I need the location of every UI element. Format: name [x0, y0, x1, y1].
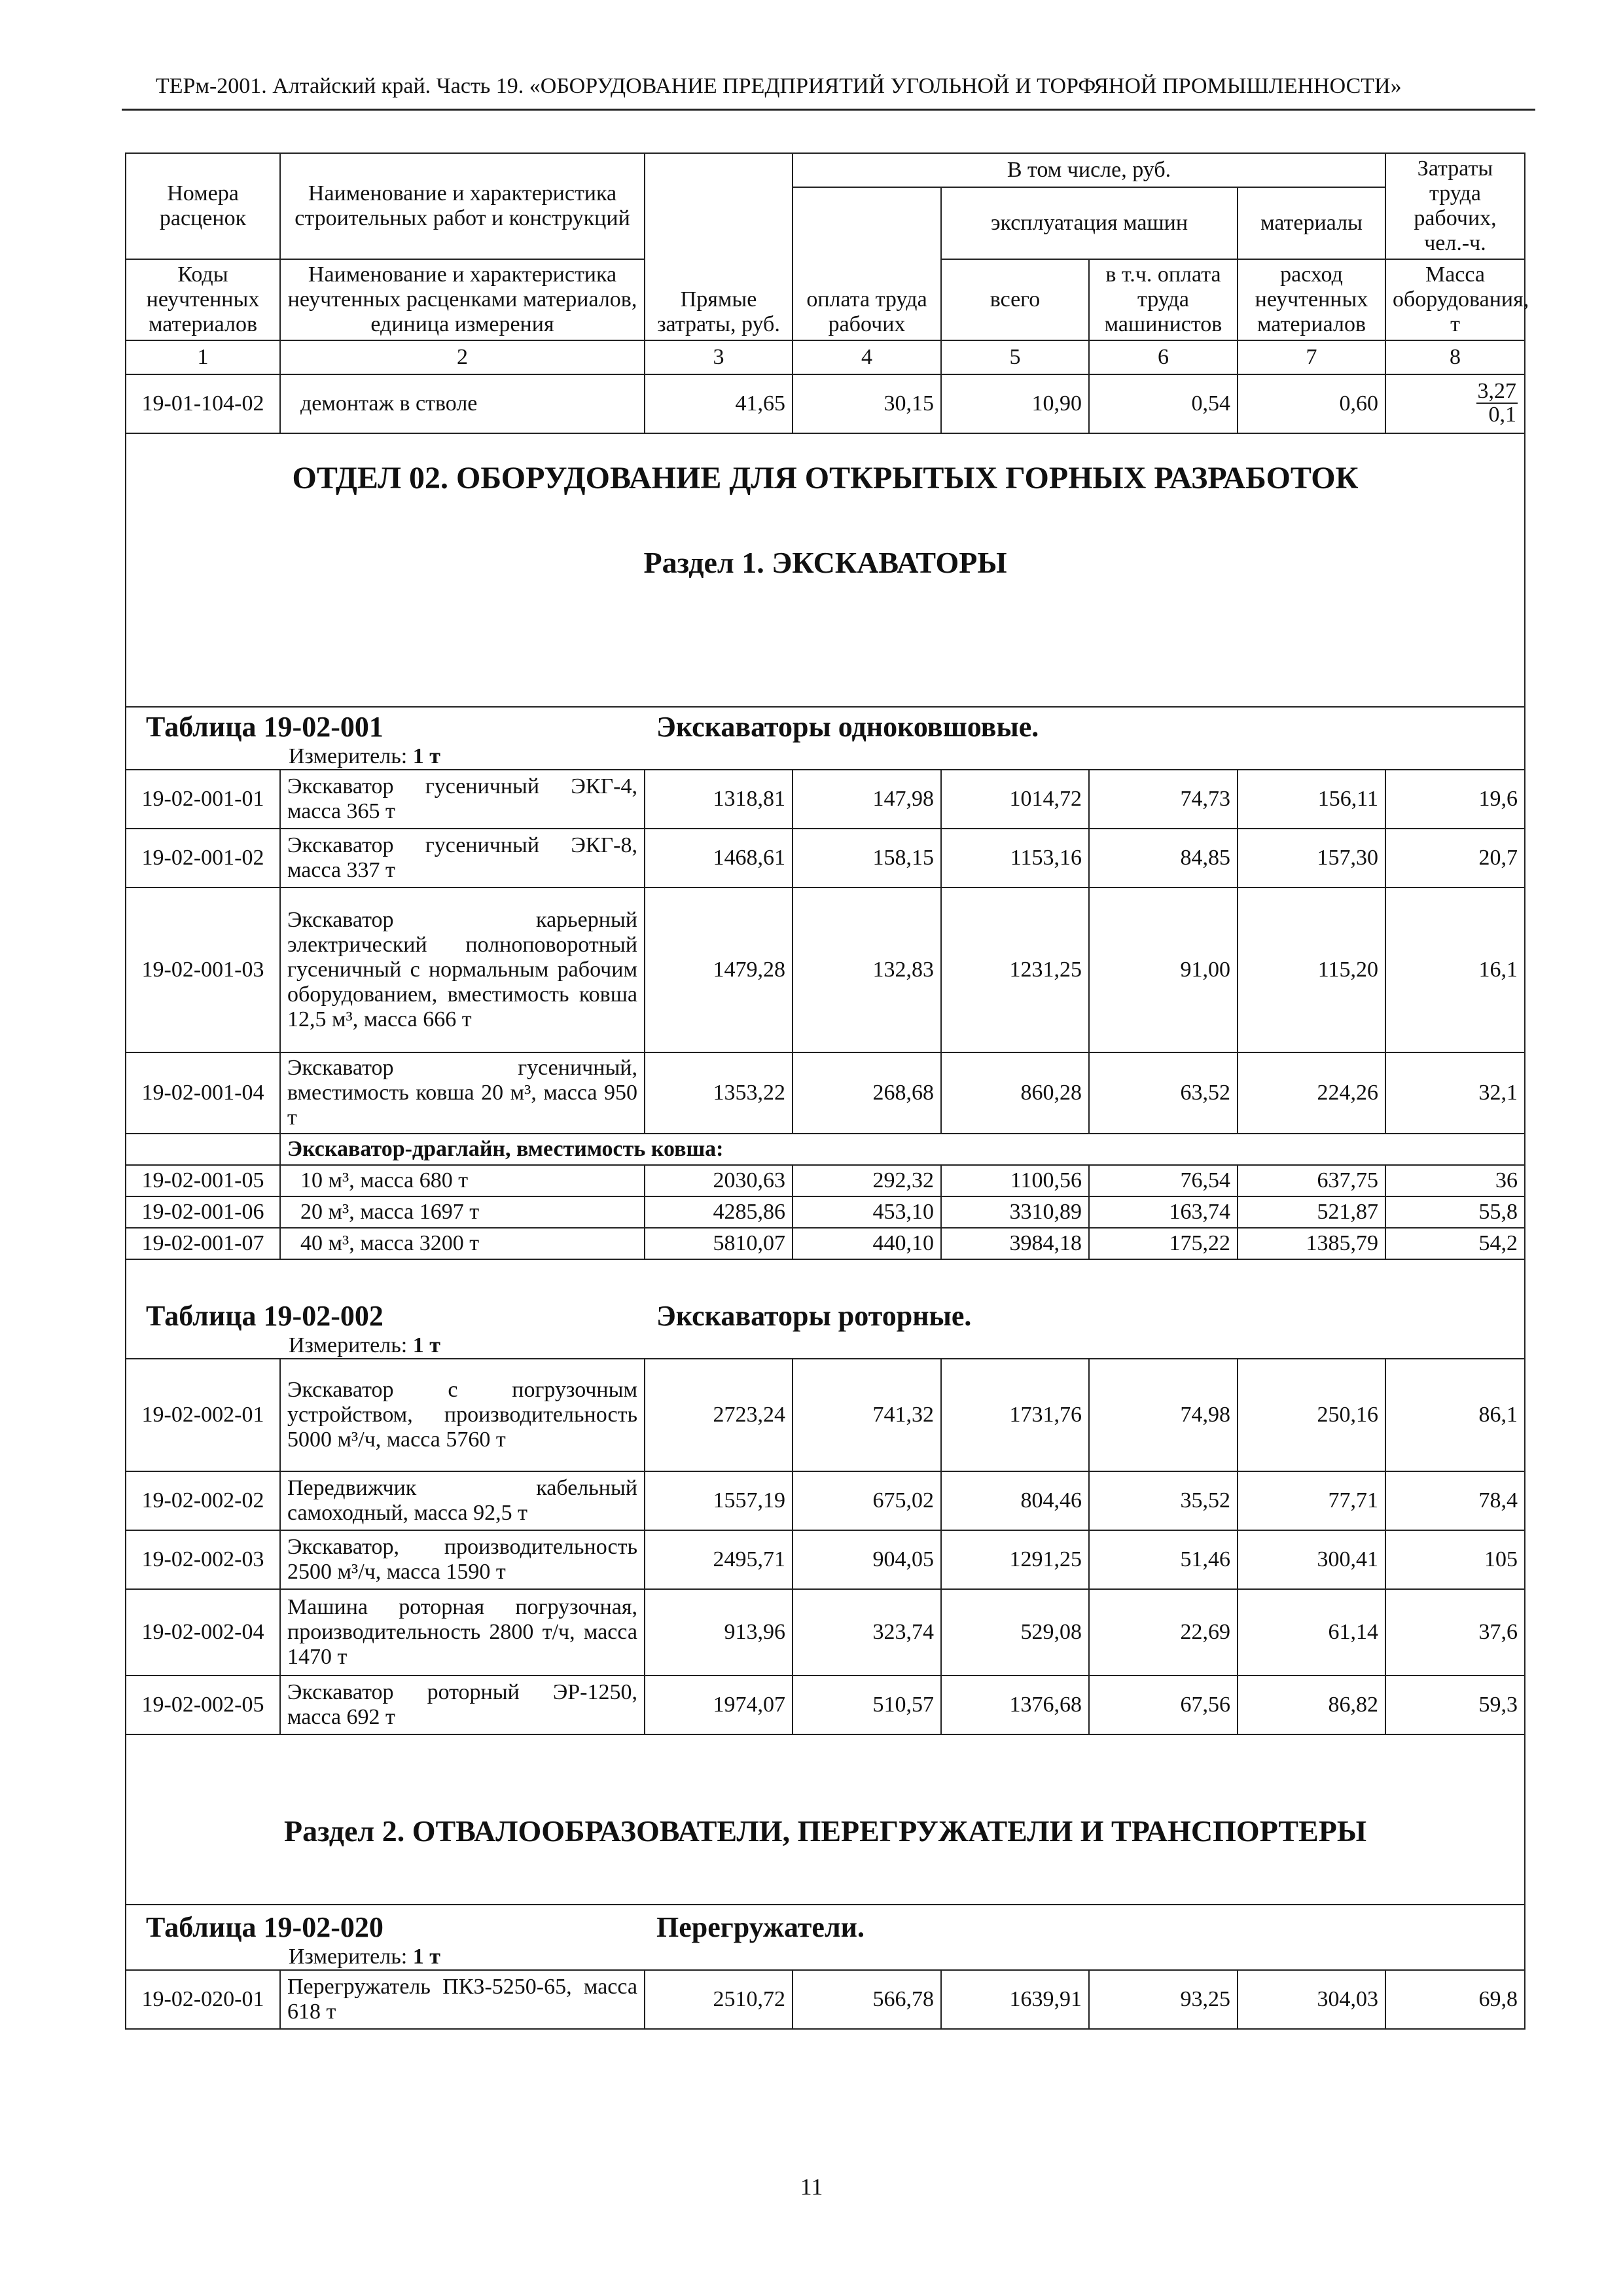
- row-labor: 323,74: [793, 1589, 941, 1676]
- col-codes-header: Коды неучтенных материалов: [126, 259, 280, 340]
- row-labor-costs: 54,2: [1385, 1228, 1525, 1259]
- col-labor-pay-header: оплата труда рабочих: [793, 187, 941, 340]
- row-machines: 1291,25: [941, 1530, 1089, 1589]
- row-materials: 157,30: [1238, 829, 1385, 888]
- table-label: Таблица 19-02-020: [146, 1911, 383, 1943]
- row-machines: 1376,68: [941, 1676, 1089, 1734]
- row-direct: 1468,61: [645, 829, 793, 888]
- measure-value: 1 т: [412, 1945, 440, 1969]
- row-machinists: 93,25: [1089, 1970, 1238, 2029]
- department-title: ОТДЕЛ 02. ОБОРУДОВАНИЕ ДЛЯ ОТКРЫТЫХ ГОРНЫХ РАЗРАБОТОК: [292, 461, 1359, 495]
- col-machine-op-header: эксплуатация машин: [941, 187, 1238, 259]
- row-labor: 440,10: [793, 1228, 941, 1259]
- row-materials: 115,20: [1238, 888, 1385, 1052]
- row-code: 19-02-002-04: [126, 1589, 280, 1676]
- row-direct: 1557,19: [645, 1471, 793, 1530]
- row-machines: 1014,72: [941, 770, 1089, 829]
- col-number: 5: [941, 340, 1089, 374]
- col-direct-header: Прямые затраты, руб.: [645, 153, 793, 340]
- row-machines: 1639,91: [941, 1970, 1089, 2029]
- row-name: Передвижчик кабельный самоходный, масса 92,5 т: [280, 1471, 645, 1530]
- row-name: 10 м³, масса 680 т: [280, 1165, 645, 1196]
- table-row: [126, 1471, 1525, 1530]
- row-machinists: 76,54: [1089, 1165, 1238, 1196]
- row-code: 19-02-001-03: [126, 888, 280, 1052]
- row-labor: 292,32: [793, 1165, 941, 1196]
- price-table: [125, 152, 1529, 2030]
- row-labor: 30,15: [793, 374, 941, 433]
- row-labor-costs: 36: [1385, 1165, 1525, 1196]
- table-row: [126, 888, 1525, 1052]
- row-materials: 0,60: [1238, 374, 1385, 433]
- row-labor-costs: 32,1: [1385, 1052, 1525, 1134]
- row-labor: 132,83: [793, 888, 941, 1052]
- table-row: [126, 1530, 1525, 1589]
- row-machinists: 35,52: [1089, 1471, 1238, 1530]
- row-machines: 3984,18: [941, 1228, 1089, 1259]
- table-row: [126, 1196, 1525, 1228]
- row-labor-costs: 86,1: [1385, 1359, 1525, 1471]
- row-direct: 4285,86: [645, 1196, 793, 1228]
- col-name-header: Наименование и характеристика строительных работ и конструкций: [280, 153, 645, 259]
- row-code: 19-02-002-01: [126, 1359, 280, 1471]
- row-machinists: 22,69: [1089, 1589, 1238, 1676]
- col-numbers-header: Номера расценок: [126, 153, 280, 259]
- row-code: 19-02-001-06: [126, 1196, 280, 1228]
- col-unaccounted-header: расход неучтенных материалов: [1238, 259, 1385, 340]
- col-mass-header: Масса оборудования, т: [1385, 259, 1525, 340]
- row-name: Перегружатель ПКЗ-5250-65, масса 618 т: [280, 1970, 645, 2029]
- row-machines: 1231,25: [941, 888, 1089, 1052]
- table-row: [126, 1052, 1525, 1134]
- row-machines: 10,90: [941, 374, 1089, 433]
- row-name: демонтаж в стволе: [280, 374, 645, 433]
- row-machines: 804,46: [941, 1471, 1089, 1530]
- row-labor-costs: 19,6: [1385, 770, 1525, 829]
- row-code: 19-02-001-04: [126, 1052, 280, 1134]
- labor-costs-value: 3,27: [1477, 379, 1516, 403]
- row-name: Экскаватор роторный ЭР-1250, масса 692 т: [280, 1676, 645, 1734]
- col-number: 8: [1385, 340, 1525, 374]
- row-direct: 2030,63: [645, 1165, 793, 1196]
- row-labor-mass: [1385, 374, 1525, 433]
- table-row: [126, 1676, 1525, 1734]
- row-name: Экскаватор гусеничный ЭКГ-4, масса 365 т: [280, 770, 645, 829]
- table-row: [126, 1589, 1525, 1676]
- col-including-header: В том числе, руб.: [793, 153, 1385, 187]
- row-labor: 453,10: [793, 1196, 941, 1228]
- table-row: [126, 1228, 1525, 1259]
- header-rule: [122, 109, 1535, 111]
- row-direct: 41,65: [645, 374, 793, 433]
- row-materials: 304,03: [1238, 1970, 1385, 2029]
- row-machinists: 163,74: [1089, 1196, 1238, 1228]
- row-machinists: 91,00: [1089, 888, 1238, 1052]
- row-materials: 224,26: [1238, 1052, 1385, 1134]
- row-materials: 521,87: [1238, 1196, 1385, 1228]
- col-number: 6: [1089, 340, 1238, 374]
- row-direct: 1318,81: [645, 770, 793, 829]
- table-row: [126, 1165, 1525, 1196]
- row-labor: 158,15: [793, 829, 941, 888]
- row-direct: 2495,71: [645, 1530, 793, 1589]
- table-row: [126, 829, 1525, 888]
- row-name: Экскаватор гусеничный, вместимость ковша 20 м³, масса 950 т: [280, 1052, 645, 1134]
- row-labor-costs: 69,8: [1385, 1970, 1525, 2029]
- table-row: [126, 374, 1525, 433]
- row-labor-costs: 37,6: [1385, 1589, 1525, 1676]
- measure-value: 1 т: [412, 744, 440, 768]
- row-materials: 250,16: [1238, 1359, 1385, 1471]
- row-name: Экскаватор карьерный электрический полноповоротный гусеничный с нормальным рабочим оборудованием, вместимость ковша 12,5 м³, масса 666 т: [280, 888, 645, 1052]
- row-name: Машина роторная погрузочная, производительность 2800 т/ч, масса 1470 т: [280, 1589, 645, 1676]
- measure-label: Измеритель:: [289, 744, 408, 768]
- row-labor-costs: 20,7: [1385, 829, 1525, 888]
- row-direct: 1974,07: [645, 1676, 793, 1734]
- row-code: 19-02-002-05: [126, 1676, 280, 1734]
- row-materials: 86,82: [1238, 1676, 1385, 1734]
- row-machines: 1100,56: [941, 1165, 1089, 1196]
- col-number: 2: [280, 340, 645, 374]
- row-labor: 268,68: [793, 1052, 941, 1134]
- section-title: Раздел 1. ЭКСКАВАТОРЫ: [643, 546, 1007, 579]
- col-labor-costs-header: Затраты труда рабочих, чел.-ч.: [1385, 153, 1525, 259]
- row-direct: 1353,22: [645, 1052, 793, 1134]
- row-machinists: 74,73: [1089, 770, 1238, 829]
- row-name: Экскаватор с погрузочным устройством, производительность 5000 м³/ч, масса 5760 т: [280, 1359, 645, 1471]
- row-name: Экскаватор, производительность 2500 м³/ч, масса 1590 т: [280, 1530, 645, 1589]
- row-machinists: 74,98: [1089, 1359, 1238, 1471]
- row-name: Экскаватор гусеничный ЭКГ-8, масса 337 т: [280, 829, 645, 888]
- row-labor: 741,32: [793, 1359, 941, 1471]
- row-code: 19-02-002-02: [126, 1471, 280, 1530]
- row-labor: 566,78: [793, 1970, 941, 2029]
- col-total-header: всего: [941, 259, 1089, 340]
- col-name-materials-header: Наименование и характеристика неучтенных расценками материалов, единица измерения: [280, 259, 645, 340]
- row-direct: 2510,72: [645, 1970, 793, 2029]
- table-title: Экскаваторы одноковшовые.: [656, 711, 1039, 743]
- col-number: 1: [126, 340, 280, 374]
- page-number: 11: [800, 2174, 823, 2200]
- row-materials: 300,41: [1238, 1530, 1385, 1589]
- col-number: 7: [1238, 340, 1385, 374]
- row-labor: 510,57: [793, 1676, 941, 1734]
- col-number: 4: [793, 340, 941, 374]
- row-machinists: 63,52: [1089, 1052, 1238, 1134]
- running-header: ТЕРм-2001. Алтайский край. Часть 19. «ОБОРУДОВАНИЕ ПРЕДПРИЯТИЙ УГОЛЬНОЙ И ТОРФЯНОЙ ПРОМЫШЛЕННОСТИ»: [156, 74, 1402, 98]
- row-direct: 1479,28: [645, 888, 793, 1052]
- row-machines: 3310,89: [941, 1196, 1089, 1228]
- row-labor: 904,05: [793, 1530, 941, 1589]
- row-machines: 1153,16: [941, 829, 1089, 888]
- row-code: 19-02-001-05: [126, 1165, 280, 1196]
- measure-label: Измеритель:: [289, 1945, 408, 1969]
- mass-value: 0,1: [1488, 403, 1516, 427]
- row-machines: 860,28: [941, 1052, 1089, 1134]
- table-title: Перегружатели.: [656, 1911, 865, 1943]
- row-labor-costs: 105: [1385, 1530, 1525, 1589]
- row-materials: 77,71: [1238, 1471, 1385, 1530]
- col-materials-header: материалы: [1238, 187, 1385, 259]
- table-title: Экскаваторы роторные.: [656, 1300, 972, 1332]
- dragline-subheading: Экскаватор-драглайн, вместимость ковша:: [280, 1134, 1525, 1165]
- row-labor-costs: 16,1: [1385, 888, 1525, 1052]
- row-name: 40 м³, масса 3200 т: [280, 1228, 645, 1259]
- row-direct: 5810,07: [645, 1228, 793, 1259]
- row-code: 19-02-020-01: [126, 1970, 280, 2029]
- section-title: Раздел 2. ОТВАЛООБРАЗОВАТЕЛИ, ПЕРЕГРУЖАТЕЛИ И ТРАНСПОРТЕРЫ: [283, 1814, 1367, 1848]
- row-machinists: 51,46: [1089, 1530, 1238, 1589]
- row-code: 19-02-001-02: [126, 829, 280, 888]
- row-direct: 913,96: [645, 1589, 793, 1676]
- table-row: [126, 1970, 1525, 2029]
- row-machines: 529,08: [941, 1589, 1089, 1676]
- measure-value: 1 т: [412, 1333, 440, 1357]
- row-materials: 637,75: [1238, 1165, 1385, 1196]
- table-label: Таблица 19-02-002: [146, 1300, 383, 1332]
- col-number: 3: [645, 340, 793, 374]
- col-machinist-pay-header: в т.ч. оплата труда машинистов: [1089, 259, 1238, 340]
- table-row: [126, 770, 1525, 829]
- row-name: 20 м³, масса 1697 т: [280, 1196, 645, 1228]
- row-direct: 2723,24: [645, 1359, 793, 1471]
- row-labor-costs: 59,3: [1385, 1676, 1525, 1734]
- row-code: 19-02-002-03: [126, 1530, 280, 1589]
- row-machinists: 67,56: [1089, 1676, 1238, 1734]
- row-labor-costs: 78,4: [1385, 1471, 1525, 1530]
- row-machinists: 84,85: [1089, 829, 1238, 888]
- row-materials: 156,11: [1238, 770, 1385, 829]
- row-materials: 61,14: [1238, 1589, 1385, 1676]
- row-code: 19-02-001-07: [126, 1228, 280, 1259]
- row-machines: 1731,76: [941, 1359, 1089, 1471]
- row-machinists: 175,22: [1089, 1228, 1238, 1259]
- row-code: 19-01-104-02: [126, 374, 280, 433]
- table-label: Таблица 19-02-001: [146, 711, 383, 743]
- row-materials: 1385,79: [1238, 1228, 1385, 1259]
- row-machinists: 0,54: [1089, 374, 1238, 433]
- row-labor-costs: 55,8: [1385, 1196, 1525, 1228]
- table-row: [126, 1359, 1525, 1471]
- row-code: 19-02-001-01: [126, 770, 280, 829]
- row-labor: 147,98: [793, 770, 941, 829]
- row-labor: 675,02: [793, 1471, 941, 1530]
- measure-label: Измеритель:: [289, 1333, 408, 1357]
